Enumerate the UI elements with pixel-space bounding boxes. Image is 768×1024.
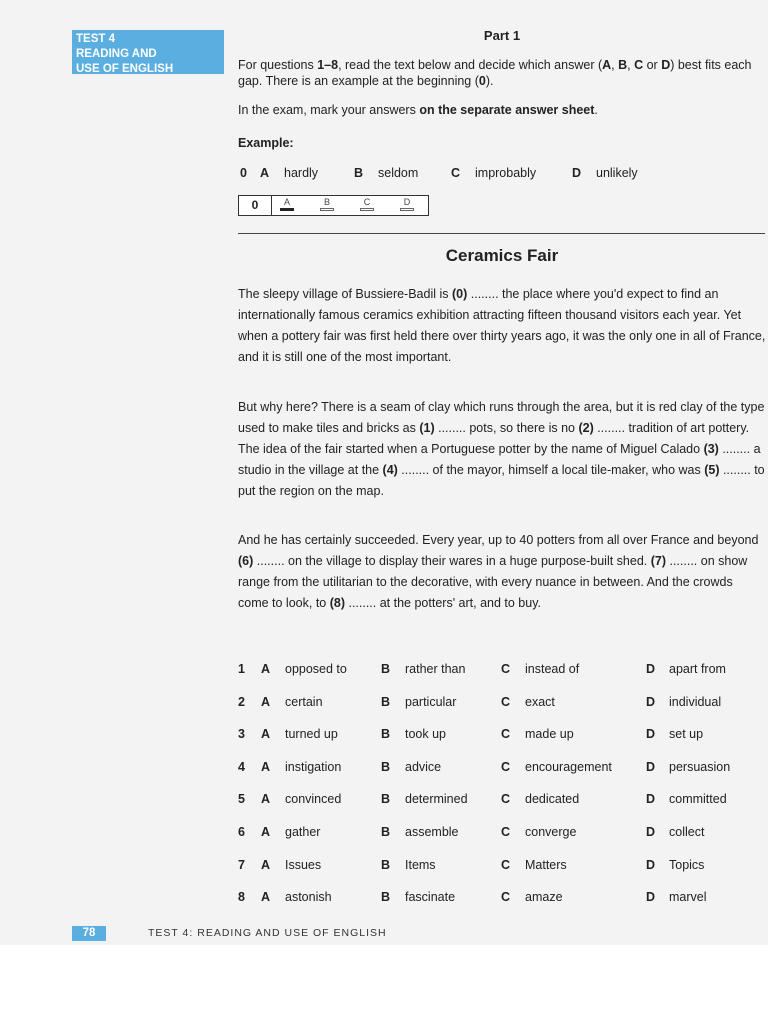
- option-text: instead of: [525, 662, 580, 676]
- option-letter: A: [261, 727, 271, 742]
- option-letter: D: [646, 857, 656, 872]
- question-number: 2: [238, 694, 245, 709]
- option-letter: D: [646, 825, 656, 839]
- option-text: opposed to: [285, 662, 347, 676]
- question-row: [238, 858, 766, 878]
- option-letter: A: [261, 694, 271, 709]
- example-answer-box: [238, 195, 429, 216]
- option-letter: B: [381, 857, 391, 872]
- page-margin: [0, 945, 768, 1024]
- answer-box-letter: D: [403, 197, 411, 207]
- question-row: [238, 890, 766, 910]
- option-letter: A: [261, 792, 271, 807]
- part-title: Part 1: [483, 28, 521, 43]
- option-text: particular: [405, 694, 457, 709]
- option-letter: B: [381, 727, 391, 742]
- option-text: took up: [405, 727, 447, 742]
- answer-box-letter: B: [323, 197, 330, 207]
- option-letter: C: [501, 890, 511, 905]
- option-letter: D: [646, 694, 656, 709]
- question-row: [238, 727, 766, 747]
- running-footer: TEST 4: READING AND USE OF ENGLISH: [148, 927, 387, 939]
- option-letter: D: [646, 792, 656, 807]
- page-number: 78: [72, 926, 106, 941]
- option-letter: D: [646, 759, 656, 774]
- question-row: [238, 760, 766, 780]
- paragraph-1: The sleepy village of Bussiere-Badil is (0) ........ the place where you'd expect to find an internationally famous ceramics exhibition attracting fifteen thousand visitors each year. Yet when a pottery fair was first held there over thirty years ago, it was the only one in all of France, and it is still one of the most important.: [238, 287, 766, 364]
- option-text: encouragement: [525, 759, 612, 774]
- question-number: 5: [238, 792, 245, 807]
- option-text: Matters: [525, 857, 567, 872]
- option-letter: A: [261, 857, 271, 872]
- option-text: rather than: [405, 662, 466, 676]
- option-letter: C: [501, 759, 511, 774]
- option-text: seldom: [378, 166, 419, 180]
- option-letter: B: [354, 166, 364, 180]
- question-number: 3: [238, 727, 245, 742]
- option-text: convinced: [285, 792, 342, 807]
- option-letter: C: [501, 694, 511, 709]
- question-row: [238, 695, 766, 715]
- section-tab: [72, 30, 224, 74]
- option-text: gather: [285, 825, 321, 839]
- option-text: individual: [669, 694, 722, 709]
- option-text: determined: [405, 792, 468, 807]
- option-letter: A: [261, 825, 271, 839]
- option-text: Issues: [285, 857, 322, 872]
- option-letter: D: [646, 727, 656, 742]
- question-row: [238, 662, 766, 682]
- option-text: dedicated: [525, 792, 580, 807]
- option-text: advice: [405, 759, 442, 774]
- question-number: 4: [238, 759, 245, 774]
- option-text: unlikely: [596, 166, 638, 180]
- option-text: instigation: [285, 759, 342, 774]
- option-letter: A: [261, 890, 271, 905]
- option-text: assemble: [405, 825, 459, 839]
- answer-mark: [400, 208, 414, 211]
- option-text: exact: [525, 694, 555, 709]
- option-letter: C: [501, 727, 511, 742]
- option-letter: C: [501, 662, 511, 676]
- section-tab-line: READING AND: [76, 48, 157, 60]
- option-letter: A: [261, 662, 271, 676]
- option-text: apart from: [669, 662, 726, 676]
- question-number: 8: [238, 890, 245, 905]
- section-tab-line: USE OF ENGLISH: [76, 63, 174, 75]
- option-text: astonish: [285, 890, 332, 905]
- section-tab-line: TEST 4: [76, 33, 115, 45]
- question-row: [238, 825, 766, 845]
- option-text: set up: [669, 727, 704, 742]
- answer-mark: [320, 208, 334, 211]
- option-text: committed: [669, 792, 727, 807]
- option-text: certain: [285, 694, 323, 709]
- option-text: amaze: [525, 890, 563, 905]
- option-letter: A: [261, 759, 271, 774]
- answer-box-letter: A: [283, 197, 290, 207]
- question-row: [238, 792, 766, 812]
- answer-mark-filled: [280, 208, 294, 211]
- option-letter: B: [381, 890, 391, 905]
- exam-instruction: In the exam, mark your answers on the separate answer sheet.: [238, 103, 598, 117]
- option-text: persuasion: [669, 759, 731, 774]
- option-text: hardly: [284, 166, 319, 180]
- option-letter: B: [381, 792, 391, 807]
- question-number: 7: [238, 857, 245, 872]
- option-text: marvel: [669, 890, 707, 905]
- paragraph-3: And he has certainly succeeded. Every year, up to 40 potters from all over France and beyond (6) ........ on the village to display their wares in a huge purpose-built shed. (7) ........ on show range from the utilitarian to the decorative, with every nuance in between. And the crowds come to look, to (8) ........ at the potters' art, and to buy.: [238, 533, 759, 610]
- option-text: converge: [525, 825, 577, 839]
- option-letter: B: [381, 825, 391, 839]
- option-letter: C: [501, 857, 511, 872]
- paragraph-2: But why here? There is a seam of clay which runs through the area, but it is red clay of the type used to make tiles and bricks as (1) ........ pots, so there is no (2) ........ tradition of art pottery. The idea of the fair started when a Portuguese potter by the name of Miguel Calado (3) ........ a studio in the village at the (4) ........ of the mayor, himself a local tile-maker, who was (5) ........ to put the region on the map.: [238, 400, 765, 498]
- option-text: collect: [669, 825, 705, 839]
- example-number: 0: [240, 166, 247, 180]
- option-text: made up: [525, 727, 574, 742]
- option-text: turned up: [285, 727, 338, 742]
- question-number: 6: [238, 825, 245, 839]
- option-letter: C: [451, 166, 461, 180]
- option-letter: D: [646, 890, 656, 905]
- divider: [238, 233, 765, 234]
- instructions: For questions 1–8, read the text below and decide which answer (A, B, C or D) best fits each gap. There is an example at the beginning (0).: [238, 58, 752, 88]
- answer-box-number: 0: [239, 196, 272, 215]
- question-number: 1: [238, 662, 245, 676]
- option-letter: C: [501, 792, 511, 807]
- answer-mark: [360, 208, 374, 211]
- answer-box-letter: C: [363, 197, 371, 207]
- option-letter: B: [381, 759, 391, 774]
- option-letter: A: [260, 166, 270, 180]
- option-letter: C: [501, 825, 511, 839]
- option-text: Topics: [669, 857, 705, 872]
- option-letter: D: [646, 662, 656, 676]
- option-text: Items: [405, 857, 436, 872]
- option-text: improbably: [475, 166, 537, 180]
- example-row: [238, 166, 763, 184]
- option-text: fascinate: [405, 890, 456, 905]
- option-letter: B: [381, 694, 391, 709]
- example-label: Example:: [238, 136, 294, 150]
- text-title: Ceramics Fair: [445, 246, 559, 265]
- option-letter: D: [572, 166, 582, 180]
- option-letter: B: [381, 662, 391, 676]
